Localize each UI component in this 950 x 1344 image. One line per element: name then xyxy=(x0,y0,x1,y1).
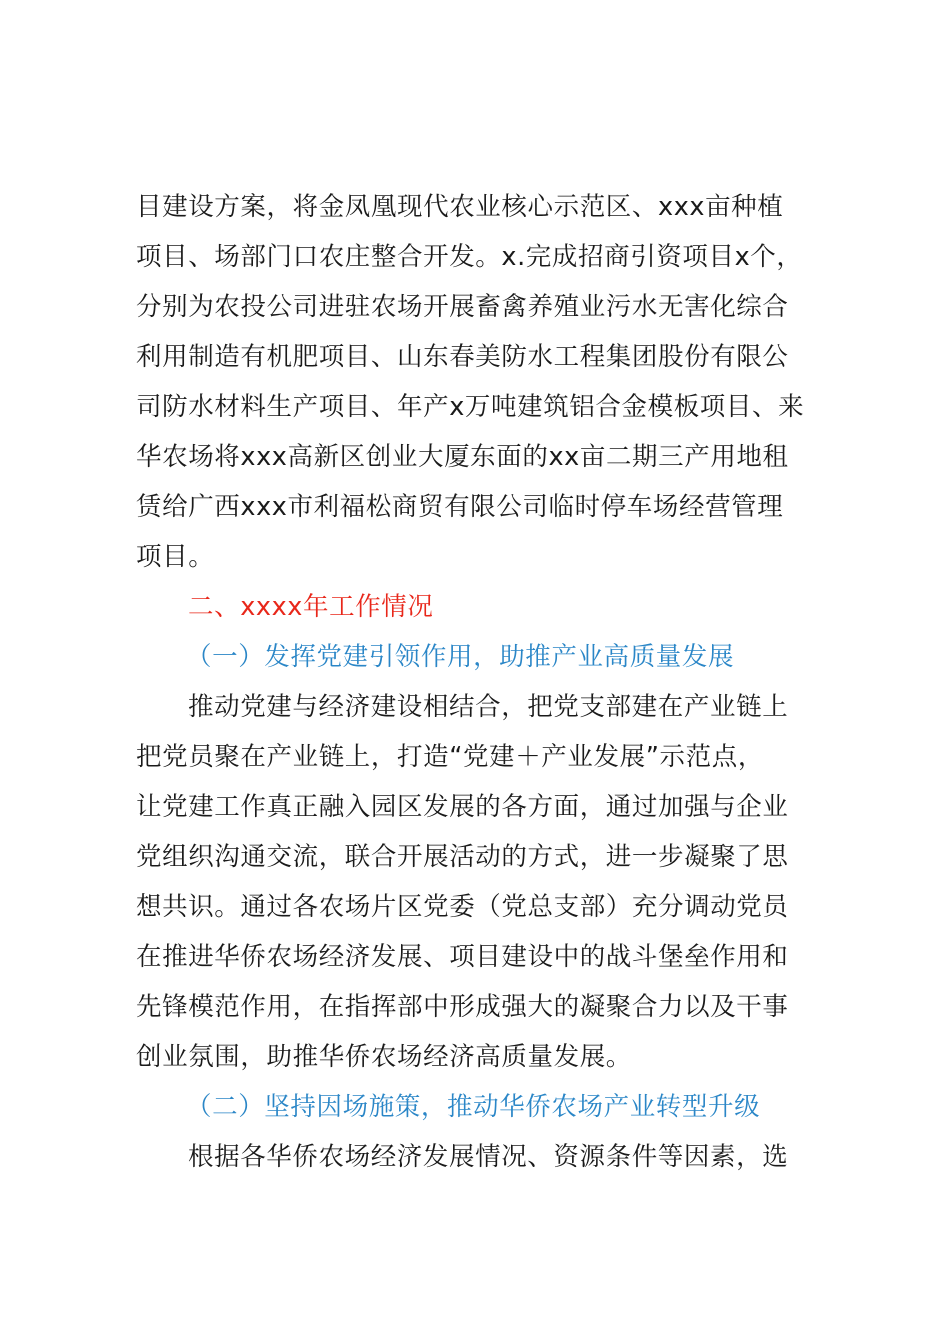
body-line: 赁给广西xxx市利福松商贸有限公司临时停车场经营管理 xyxy=(136,492,784,522)
body-line: 在推进华侨农场经济发展、项目建设中的战斗堡垒作用和 xyxy=(136,942,789,972)
section-heading-2: 二、xxxx年工作情况 xyxy=(188,592,434,622)
body-line: 华农场将xxx高新区创业大厦东面的xx亩二期三产用地租 xyxy=(136,442,789,472)
body-line: 想共识。通过各农场片区党委（党总支部）充分调动党员 xyxy=(136,892,789,922)
subsection-title-2: （二）坚持因场施策，推动华侨农场产业转型升级 xyxy=(186,1092,761,1122)
body-line: 根据各华侨农场经济发展情况、资源条件等因素，选 xyxy=(188,1142,789,1172)
body-line: 推动党建与经济建设相结合，把党支部建在产业链上 xyxy=(188,692,789,722)
body-line: 让党建工作真正融入园区发展的各方面，通过加强与企业 xyxy=(136,792,789,822)
body-line: 创业氛围，助推华侨农场经济高质量发展。 xyxy=(136,1042,632,1072)
body-line: 项目。 xyxy=(136,542,215,572)
subsection-title-1: （一）发挥党建引领作用，助推产业高质量发展 xyxy=(186,642,735,672)
body-line: 先锋模范作用，在指挥部中形成强大的凝聚合力以及干事 xyxy=(136,992,789,1022)
body-line: 司防水材料生产项目、年产x万吨建筑铝合金模板项目、来 xyxy=(136,392,805,422)
body-line: 党组织沟通交流，联合开展活动的方式，进一步凝聚了思 xyxy=(136,842,789,872)
body-line: 目建设方案，将金凤凰现代农业核心示范区、xxx亩种植 xyxy=(136,192,784,222)
body-line: 分别为农投公司进驻农场开展畜禽养殖业污水无害化综合 xyxy=(136,292,789,322)
document-body xyxy=(136,182,836,1182)
body-line: 项目、场部门口农庄整合开发。x.完成招商引资项目x个， xyxy=(136,242,803,272)
body-line: 把党员聚在产业链上，打造“党建＋产业发展”示范点， xyxy=(136,742,764,772)
body-line: 利用制造有机肥项目、山东春美防水工程集团股份有限公 xyxy=(136,342,789,372)
